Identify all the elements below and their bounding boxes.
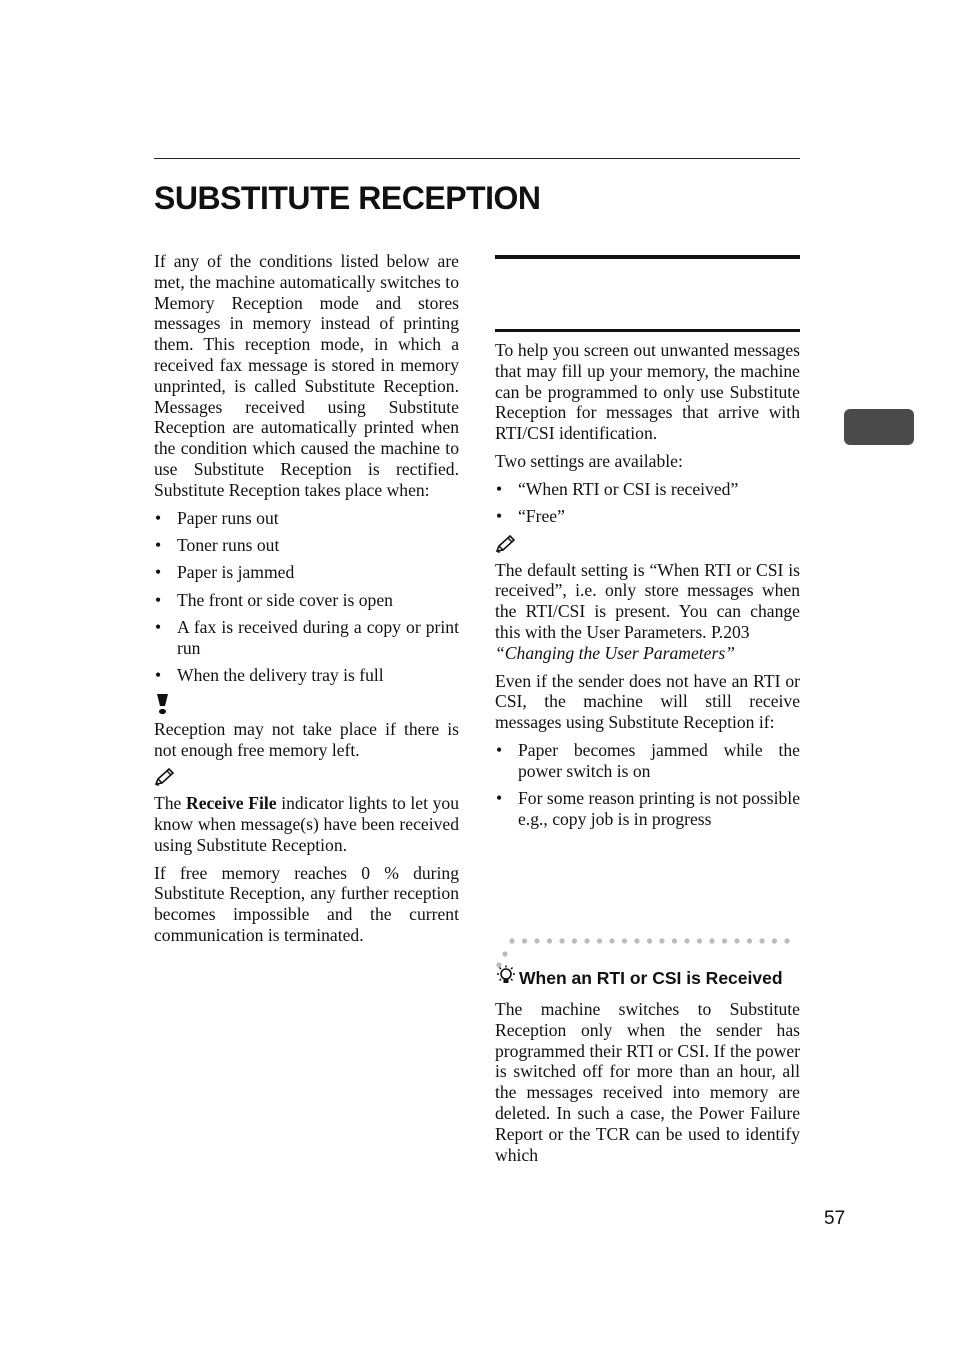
tip-heading-text: When an RTI or CSI is Received bbox=[519, 968, 783, 988]
divider-dot bbox=[784, 938, 789, 943]
tip-lightbulb-icon bbox=[495, 965, 517, 992]
header-rule bbox=[154, 158, 800, 159]
divider-dot bbox=[634, 938, 639, 943]
conditions-list bbox=[154, 508, 459, 687]
divider-dot bbox=[672, 938, 677, 943]
divider-dot bbox=[747, 938, 752, 943]
divider-dot bbox=[647, 938, 652, 943]
note-suffix: indicator lights to let you know when message(s) have been received using Substitute Reception. bbox=[154, 793, 459, 855]
condition-item: • The front or side cover is open bbox=[154, 590, 459, 611]
receive-file-note bbox=[154, 793, 459, 855]
divider-dot bbox=[534, 938, 539, 943]
divider-dot bbox=[684, 938, 689, 943]
divider-dot bbox=[772, 938, 777, 943]
divider-dot bbox=[572, 938, 577, 943]
divider-dot bbox=[559, 938, 564, 943]
screening-paragraph: To help you screen out unwanted messages that may fill up your memory, the machine can be programmed to only use Substitute Reception for messages that arrive with RTI/CSI identification. bbox=[495, 340, 800, 444]
divider-dot bbox=[522, 938, 527, 943]
divider-dot bbox=[734, 938, 739, 943]
divider-dot bbox=[509, 938, 514, 943]
divider-dot bbox=[622, 938, 627, 943]
tip-body: The machine switches to Substitute Reception only when the sender has programmed their RTI or CSI. If the power is switched off for more than an hour, all the messages received into memory are deleted. In such a case, the Power Failure Report or the TCR can be used to identify which bbox=[495, 999, 800, 1165]
receive-file-label: Receive File bbox=[185, 793, 277, 814]
chapter-tab bbox=[844, 409, 914, 445]
left-column bbox=[154, 251, 459, 953]
default-setting-text: The default setting is “When RTI or CSI is received”, i.e. only store messages when the RTI/CSI is present. You can change this with the User Parameters. P.203 bbox=[495, 559, 800, 642]
tip-heading bbox=[495, 965, 800, 992]
note-prefix: The bbox=[154, 793, 186, 814]
settings-intro: Two settings are available: bbox=[495, 450, 683, 471]
condition-item: • A fax is received during a copy or print run bbox=[154, 617, 459, 659]
intro-paragraph: If any of the conditions listed below are met, the machine automatically switches to Memory Reception mode and stores messages in memory instead of printing them. This reception mode, in which a received fax message is stored in memory unprinted, is called Substitute Reception. Messages received using Substitute Reception are automatically printed when the condition which caused the machine to use Substitute Reception is rectified. Substitute Reception takes place when: bbox=[154, 251, 459, 500]
setting-item: • “When RTI or CSI is received” bbox=[495, 479, 800, 500]
divider-dot bbox=[584, 938, 589, 943]
memory-note: If free memory reaches 0 % during Substitute Reception, any further reception becomes impossible and the current communication is terminated. bbox=[154, 862, 459, 946]
divider-dot bbox=[502, 951, 507, 956]
divider-dot bbox=[659, 938, 664, 943]
section-bar-top bbox=[495, 255, 800, 259]
divider-dot bbox=[697, 938, 702, 943]
condition-item: • Paper runs out bbox=[154, 508, 459, 529]
condition-item: • Toner runs out bbox=[154, 535, 459, 556]
no-rti-list bbox=[495, 740, 800, 830]
note-pencil-icon bbox=[154, 767, 459, 789]
page-title: SUBSTITUTE RECEPTION bbox=[154, 180, 541, 216]
note-pencil-icon bbox=[495, 534, 800, 556]
condition-item: • Paper is jammed bbox=[154, 562, 459, 583]
no-rti-note: Even if the sender does not have an RTI or CSI, the machine will still receive messages using Substitute Reception if: bbox=[495, 670, 800, 733]
divider-dot bbox=[547, 938, 552, 943]
no-rti-item: • For some reason printing is not possible e.g., copy job is in progress bbox=[495, 788, 800, 830]
setting-item: • “Free” bbox=[495, 506, 800, 527]
divider-dot bbox=[722, 938, 727, 943]
right-column bbox=[495, 340, 800, 836]
page-number: 57 bbox=[824, 1208, 846, 1229]
divider-dot bbox=[597, 938, 602, 943]
default-setting-note bbox=[495, 560, 800, 664]
condition-item: • When the delivery tray is full bbox=[154, 665, 459, 686]
limitation-text: Reception may not take place if there is not enough free memory left. bbox=[154, 718, 459, 760]
no-rti-item: • Paper becomes jammed while the power switch is on bbox=[495, 740, 800, 782]
user-parameters-reference: “Changing the User Parameters” bbox=[495, 642, 735, 663]
limitation-icon bbox=[154, 693, 459, 715]
settings-list bbox=[495, 479, 800, 527]
tip-body-column bbox=[495, 999, 800, 1172]
divider-dot bbox=[609, 938, 614, 943]
divider-dot bbox=[759, 938, 764, 943]
section-bar-bottom bbox=[495, 329, 800, 332]
divider-dot bbox=[709, 938, 714, 943]
